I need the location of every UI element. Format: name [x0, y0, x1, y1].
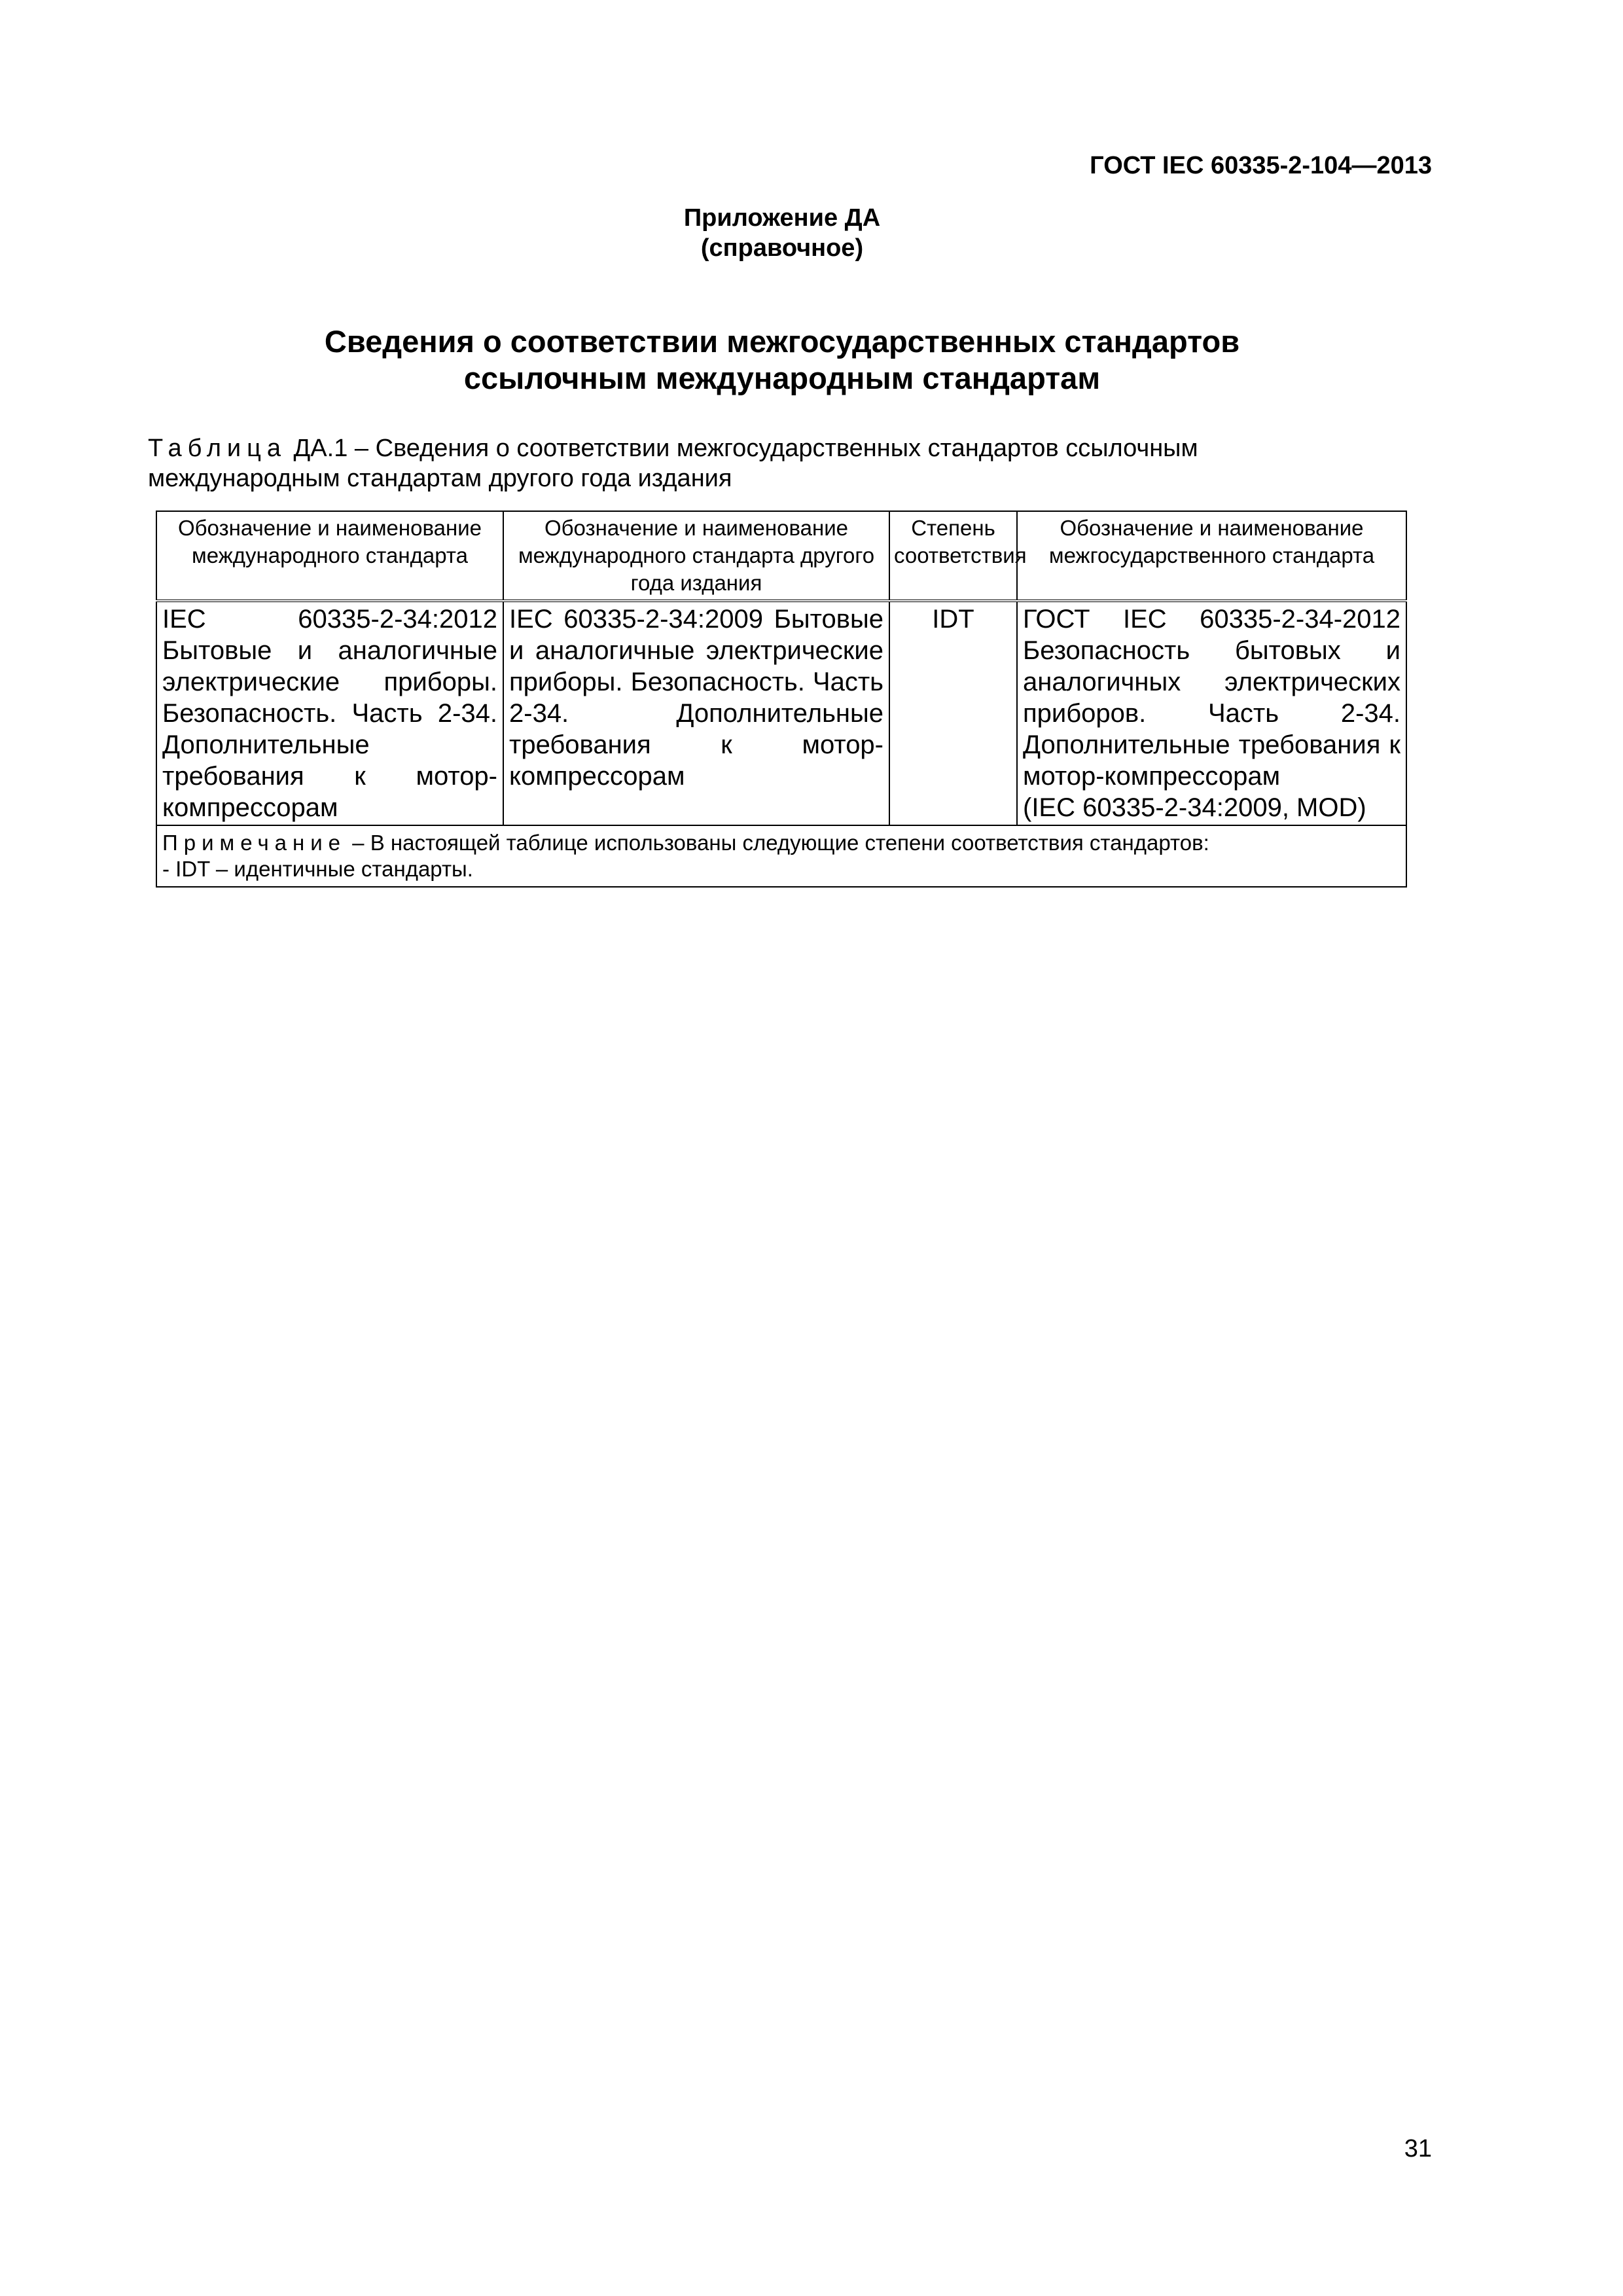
header-degree-of-correspondence: Степень соответствия [889, 511, 1017, 601]
cell-interstate-standard-ref: (IEC 60335-2-34:2009, MOD) [1023, 793, 1366, 822]
cell-international-standard: IEC 60335-2-34:2012 Бытовые и аналогичные электрические приборы. Безопасность. Часть 2-34. Дополнительные требования к мотор-компрессорам [156, 601, 503, 825]
document-code: ГОСТ IEC 60335-2-104—2013 [1090, 152, 1432, 179]
table-note-row [156, 825, 1406, 887]
header-interstate-standard: Обозначение и наименование межгосударственного стандарта [1017, 511, 1406, 601]
table-caption [148, 433, 1444, 493]
table-note [156, 825, 1406, 887]
table-row [156, 601, 1406, 825]
appendix-title: Приложение ДА [683, 204, 881, 232]
cell-interstate-standard [1017, 601, 1406, 825]
cell-international-standard-other-year: IEC 60335-2-34:2009 Бытовые и аналогичные электрические приборы. Безопасность. Часть 2-34. Дополнительные требования к мотор-компрессорам [503, 601, 889, 825]
table-caption-line-2: международным стандартам другого года издания [148, 465, 732, 492]
cell-interstate-standard-text: ГОСТ IEC 60335-2-34-2012 Безопасность бытовых и аналогичных электрических приборов. Часть 2-34. Дополнительные требования к мотор-компрессорам [1023, 605, 1400, 791]
note-item-idt: - IDT – идентичные стандарты. [162, 857, 473, 881]
appendix-heading [0, 203, 1564, 263]
table-caption-label: Таблица [148, 435, 287, 462]
cell-degree-of-correspondence: IDT [889, 601, 1017, 825]
table-caption-text: ДА.1 – Сведения о соответствии межгосударственных стандартов ссылочным [287, 435, 1198, 462]
header-international-standard-other-year: Обозначение и наименование международного стандарта другого года издания [503, 511, 889, 601]
section-title [0, 323, 1564, 397]
table-caption-line-1 [148, 433, 1444, 463]
note-text: – В настоящей таблице использованы следующие степени соответствия стандартов: [346, 831, 1209, 855]
appendix-subtitle: (справочное) [700, 234, 864, 262]
note-label: Примечание [162, 831, 347, 855]
standards-table [156, 511, 1407, 888]
section-title-line-1: Сведения о соответствии межгосударственных стандартов [324, 324, 1240, 359]
section-title-line-2: ссылочным международным стандартам [463, 361, 1101, 395]
header-international-standard: Обозначение и наименование международного стандарта [156, 511, 503, 601]
page-number: 31 [1404, 2135, 1432, 2162]
table-header-row [156, 511, 1406, 601]
